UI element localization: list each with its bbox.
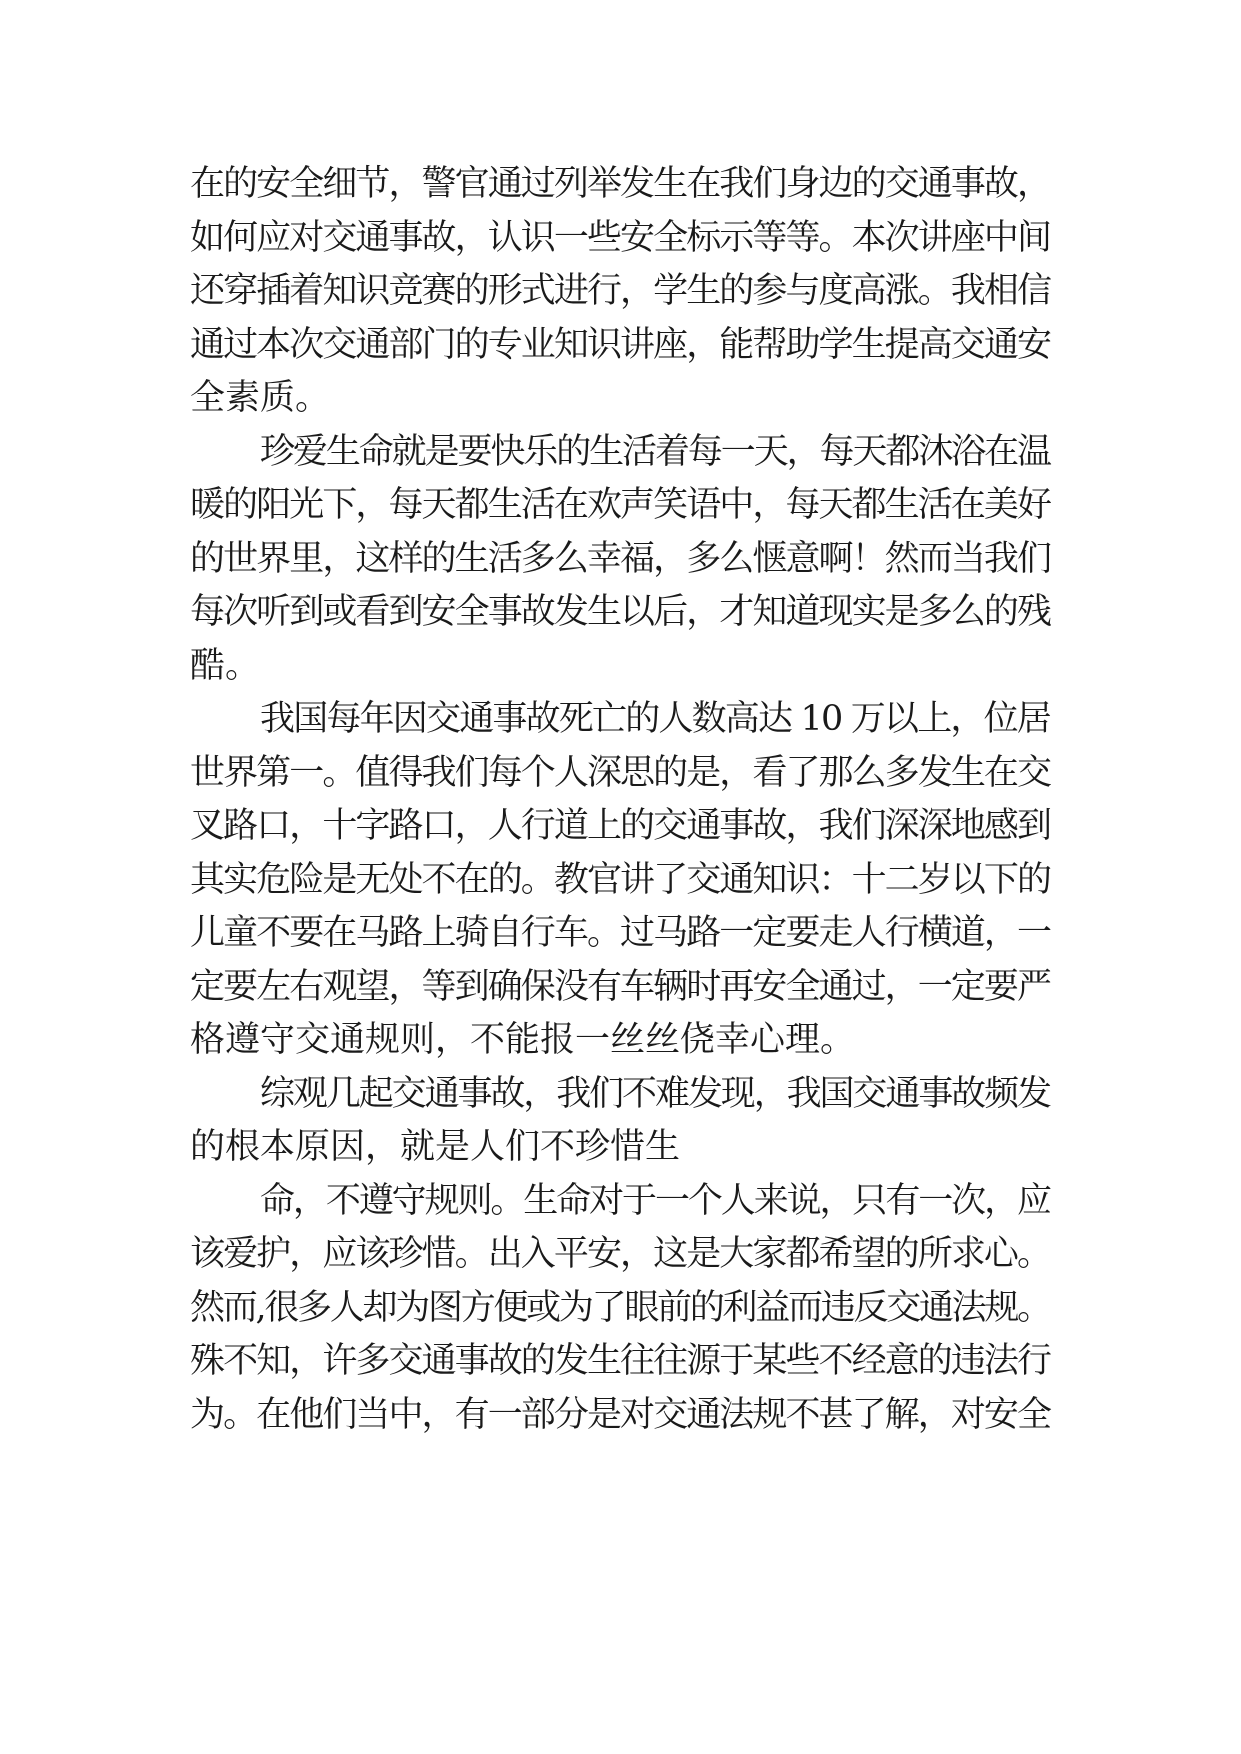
- text-line: 格遵守交通规则，不能报一丝丝侥幸心理。: [190, 1020, 856, 1060]
- text-line: 世界第一。值得我们每个人深思的是，看了那么多发生在交: [190, 752, 1051, 793]
- text-line: 如何应对交通事故，认识一些安全标示等等。本次讲座中间: [190, 217, 1051, 258]
- text-line: 酷。: [190, 645, 261, 686]
- text-line: 暖的阳光下，每天都生活在欢声笑语中，每天都生活在美好: [190, 485, 1051, 525]
- text-line: 命，不遵守规则。生命对于一个人来说，只有一次，应: [260, 1180, 1050, 1221]
- text-line: 还穿插着知识竞赛的形式进行，学生的参与度高涨。我相信: [190, 271, 1051, 311]
- text-line: 该爱护，应该珍惜。出入平安，这是大家都希望的所求心。: [190, 1234, 1051, 1274]
- text-line: 然而,很多人却为图方便或为了眼前的利益而违反交通法规。: [190, 1287, 1050, 1328]
- text-line: 儿童不要在马路上骑自行车。过马路一定要走人行横道，一: [190, 913, 1051, 953]
- text-line: 每次听到或看到安全事故发生以后，才知道现实是多么的残: [190, 592, 1051, 632]
- text-line: 全素质。: [190, 378, 331, 418]
- text-line: 其实危险是无处不在的。教官讲了交通知识：十二岁以下的: [190, 859, 1051, 900]
- text-line: 叉路口，十字路口，人行道上的交通事故，我们深深地感到: [190, 806, 1051, 846]
- text-line: 为。在他们当中，有一部分是对交通法规不甚了解，对安全: [190, 1394, 1051, 1435]
- text-line: 在的安全细节，警官通过列举发生在我们身边的交通事故，: [190, 164, 1051, 204]
- text-line: 殊不知，许多交通事故的发生往往源于某些不经意的违法行: [190, 1341, 1051, 1381]
- text-line: 我国每年因交通事故死亡的人数高达 10 万以上，位居: [260, 699, 1050, 739]
- text-line: 定要左右观望，等到确保没有车辆时再安全通过，一定要严: [190, 966, 1051, 1007]
- text-line: 的世界里，这样的生活多么幸福，多么惬意啊！然而当我们: [190, 538, 1051, 579]
- text-line: 的根本原因，就是人们不珍惜生: [190, 1127, 681, 1167]
- text-line: 通过本次交通部门的专业知识讲座，能帮助学生提高交通安: [190, 324, 1051, 365]
- text-line: 珍爱生命就是要快乐的生活着每一天，每天都沐浴在温: [260, 431, 1050, 472]
- body-text: [190, 158, 1052, 1442]
- text-line: 综观几起交通事故，我们不难发现，我国交通事故频发: [260, 1073, 1050, 1114]
